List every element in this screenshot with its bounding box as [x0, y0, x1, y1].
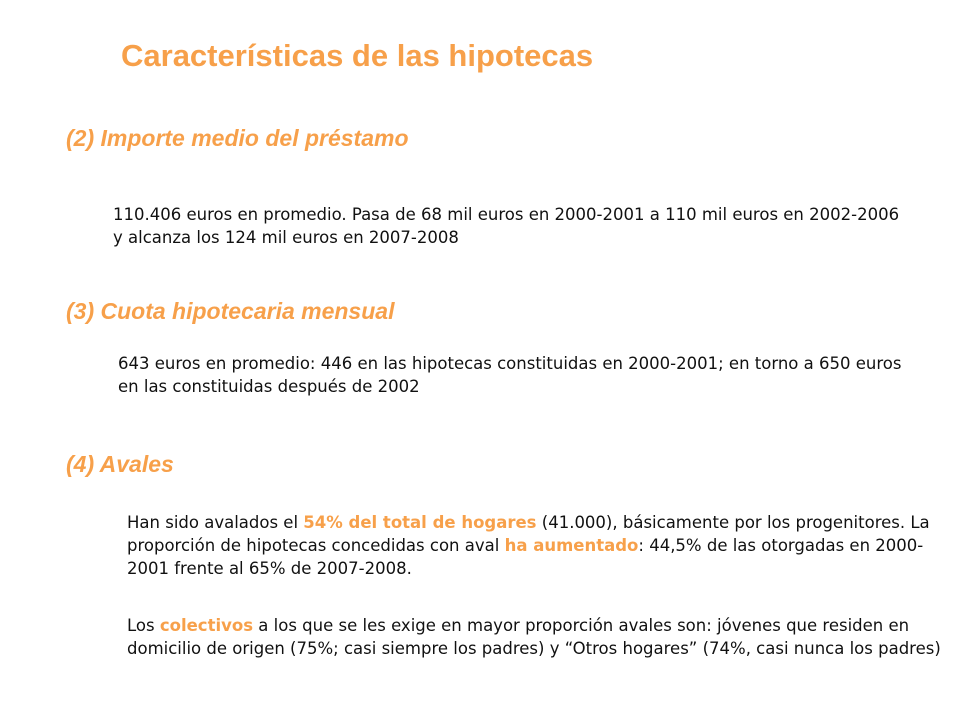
text-run: Los — [127, 616, 160, 635]
highlight-text: ha aumentado — [504, 536, 639, 555]
section-text-avales-2 — [127, 614, 952, 660]
section-text-importe: 110.406 euros en promedio. Pasa de 68 mil euros en 2000-2001 a 110 mil euros en 2002-2006 y alcanza los 124 mil euros en 2007-2008 — [113, 205, 900, 247]
section-text-avales-1 — [127, 511, 947, 580]
slide-title: Características de las hipotecas — [121, 38, 594, 73]
section-text-cuota: 643 euros en promedio: 446 en las hipotecas constituidas en 2000-2001; en torno a 650 euros en las constituidas después de 2002 — [118, 354, 902, 396]
text-run: : 44,5% de las otorgadas en 2000-2001 frente al 65% de 2007-2008. — [127, 536, 924, 578]
highlight-text: colectivos — [159, 616, 254, 635]
section-heading-avales: (4) Avales — [66, 451, 174, 477]
section-heading-cuota: (3) Cuota hipotecaria mensual — [66, 298, 395, 324]
highlight-text: 54% del total de hogares — [303, 513, 537, 532]
text-run: (41.000), básicamente por los progenitores. La proporción de hipotecas concedidas con aval — [127, 513, 930, 555]
text-run: Han sido avalados el — [127, 513, 304, 532]
text-run: a los que se les exige en mayor proporción avales son: jóvenes que residen en domicilio de origen (75%; casi siempre los padres) y “Otros hogares” (74%, casi nunca los padres) — [127, 616, 941, 658]
section-heading-importe: (2) Importe medio del préstamo — [66, 125, 409, 151]
